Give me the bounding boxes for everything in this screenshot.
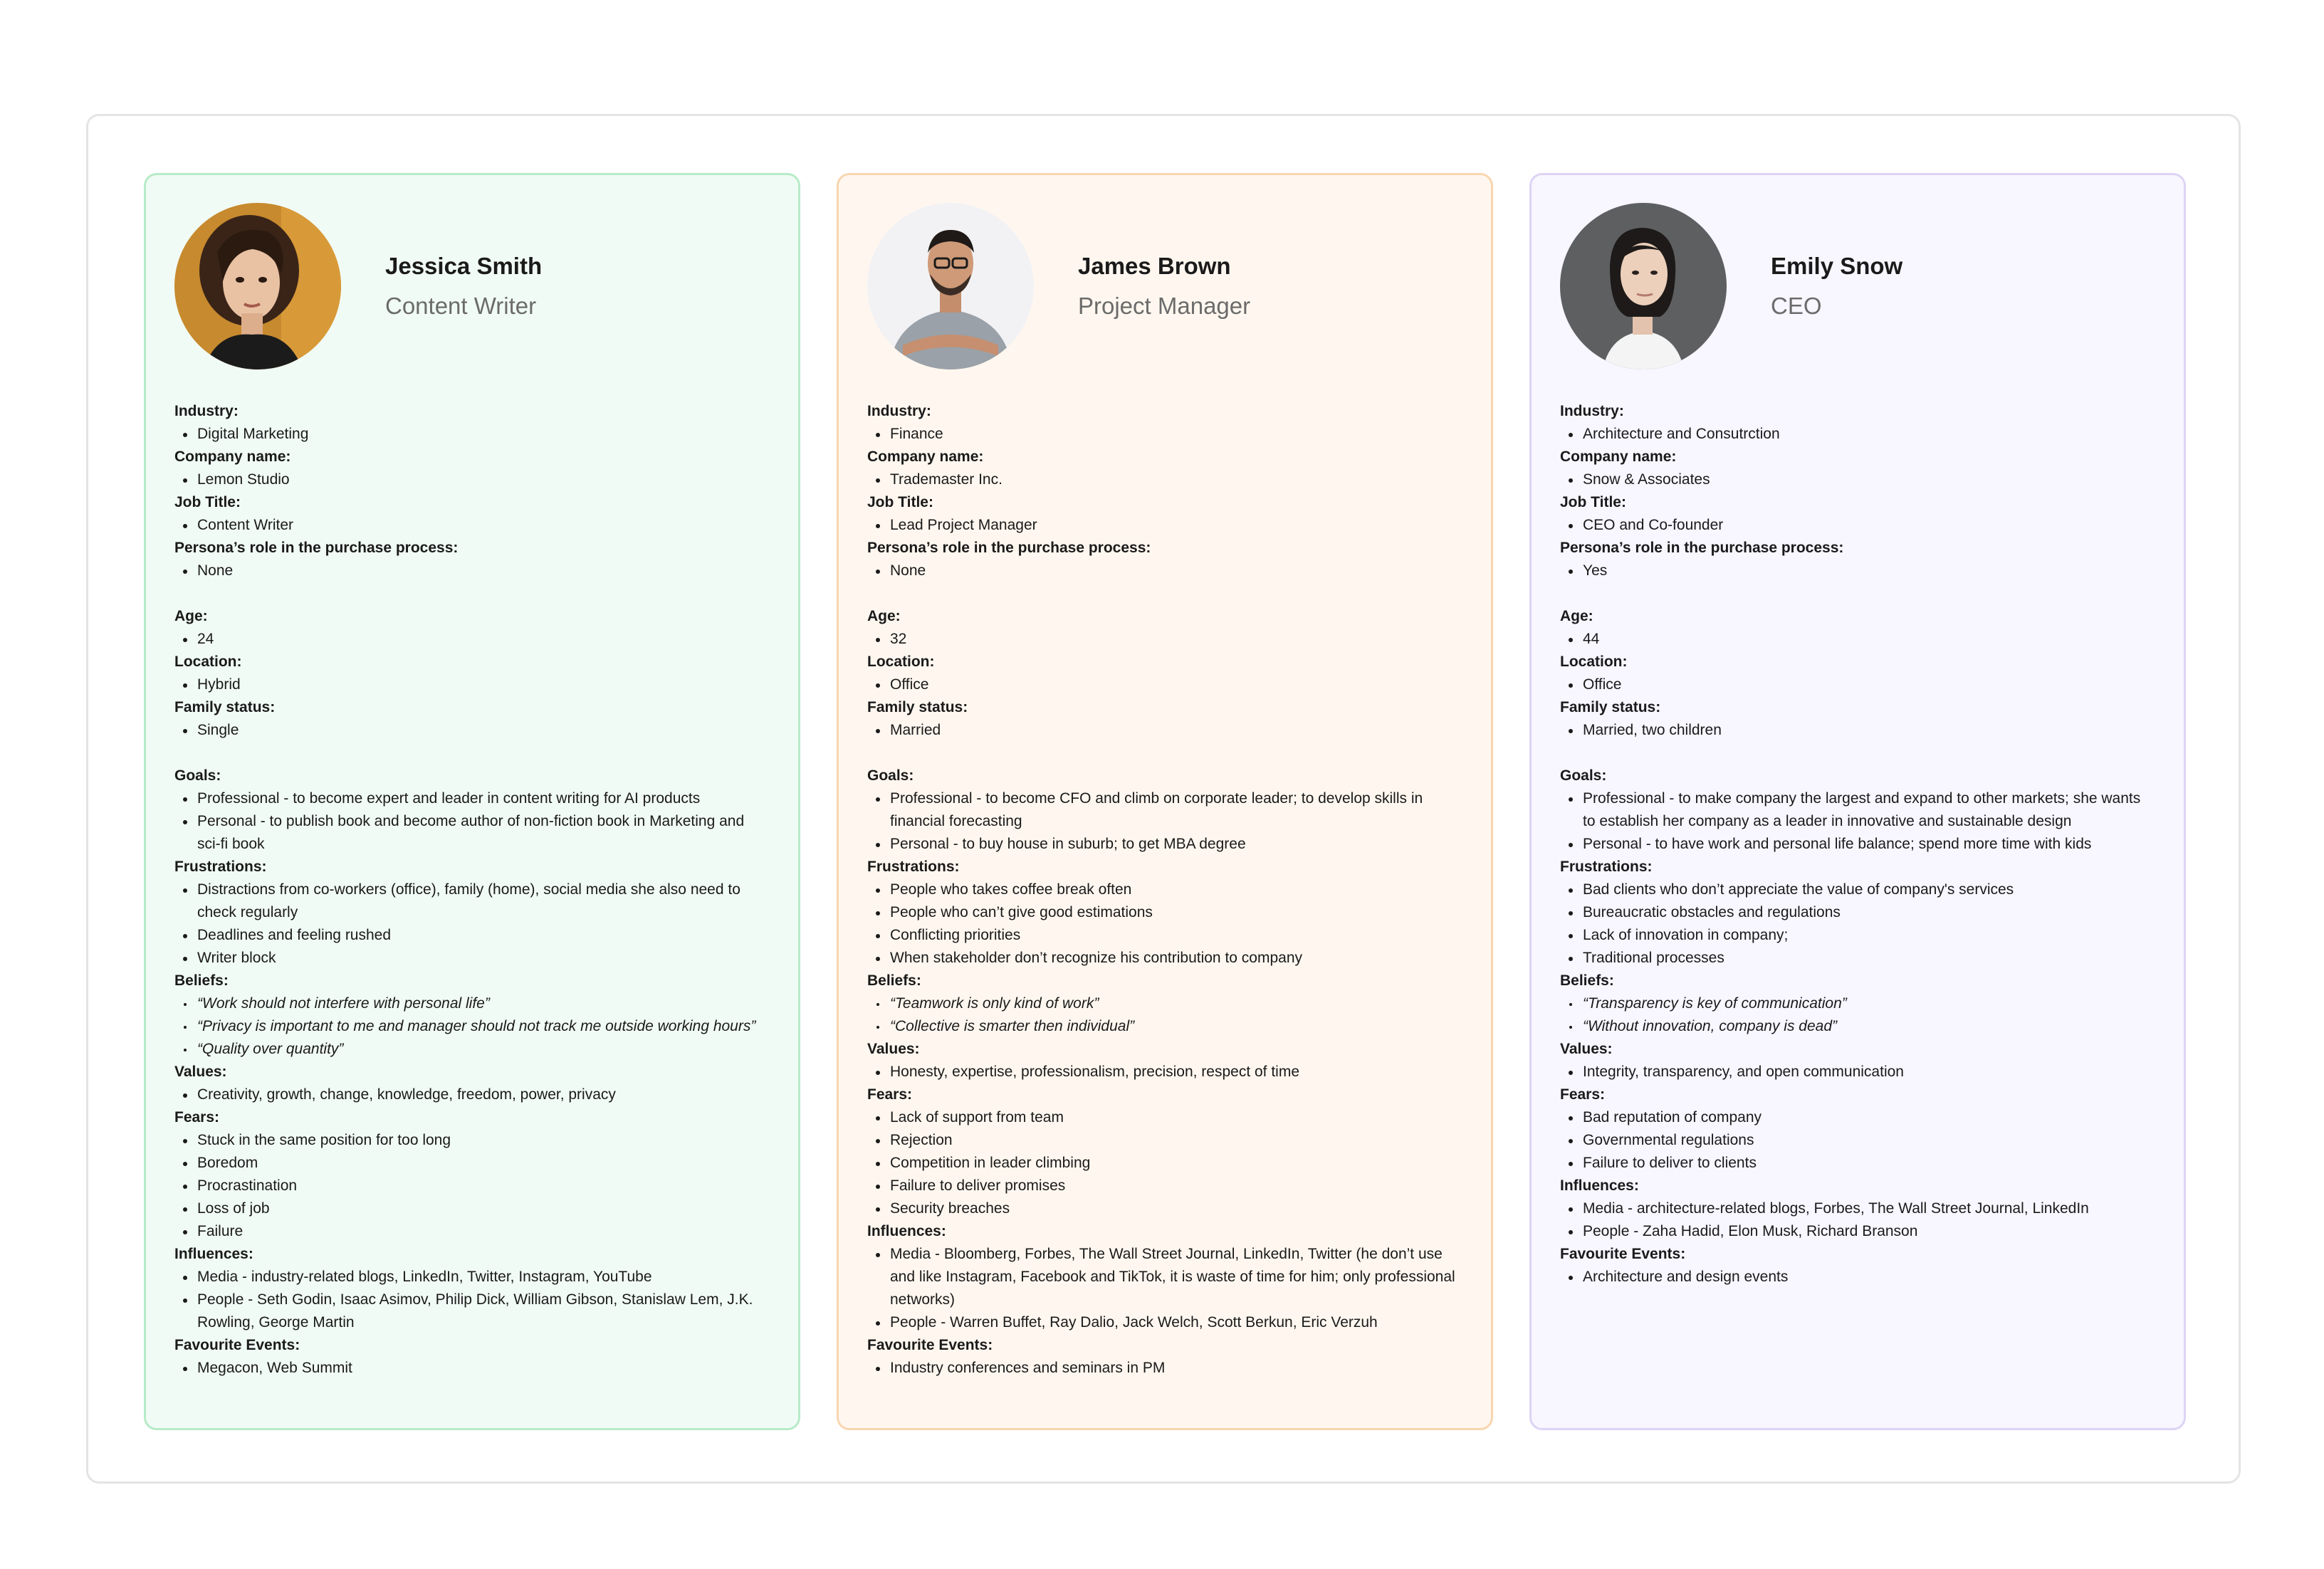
industry-label: Industry: (867, 403, 931, 419)
frustration-item: Conflicting priorities (867, 924, 1462, 947)
influence-item: Media - Bloomberg, Forbes, The Wall Street Journal, LinkedIn, Twitter (he don’t use and like Instagram, Facebook and TikTok, it is waste of time for him; only professional networks) (867, 1243, 1462, 1311)
frustration-item: Deadlines and feeling rushed (174, 924, 770, 947)
frustration-item: Lack of innovation in company; (1560, 924, 2155, 947)
values-item: Honesty, expertise, professionalism, precision, respect of time (867, 1061, 1462, 1083)
persona-role: CEO (1771, 293, 1822, 319)
frustration-item: Writer block (174, 947, 770, 970)
belief-item: “Privacy is important to me and manager should not track me outside working hours” (174, 1015, 770, 1038)
persona-board (86, 114, 2241, 1484)
family-status-label: Family status: (174, 699, 276, 715)
frustration-item: People who takes coffee break often (867, 878, 1462, 901)
age-item: 44 (1560, 628, 2155, 651)
fear-item: Governmental regulations (1560, 1129, 2155, 1152)
belief-item: “Transparency is key of communication” (1560, 992, 2155, 1015)
persona-role: Content Writer (385, 293, 537, 319)
frustration-item: Traditional processes (1560, 947, 2155, 970)
industry-label: Industry: (1560, 403, 1624, 419)
persona-role: Project Manager (1078, 293, 1251, 319)
persona-card-james-brown (837, 173, 1493, 1430)
persona-name: Jessica Smith (385, 253, 543, 279)
purchase-role-item: None (867, 560, 1462, 582)
fear-item: Bad reputation of company (1560, 1106, 2155, 1129)
fears-label: Fears: (1560, 1086, 1606, 1103)
purchase-role-item: None (174, 560, 770, 582)
influences-label: Influences: (1560, 1177, 1639, 1194)
goal-item: Professional - to become expert and leader in content writing for AI products (174, 787, 770, 810)
event-item: Industry conferences and seminars in PM (867, 1357, 1462, 1380)
event-item: Megacon, Web Summit (174, 1357, 770, 1380)
age-label: Age: (1560, 608, 1593, 624)
persona-header (867, 202, 1462, 370)
beliefs-label: Beliefs: (1560, 972, 1614, 989)
industry-item: Architecture and Consutrction (1560, 423, 2155, 446)
industry-label: Industry: (174, 403, 239, 419)
belief-item: “Quality over quantity” (174, 1038, 770, 1061)
values-label: Values: (174, 1064, 227, 1080)
location-item: Hybrid (174, 673, 770, 696)
goal-item: Personal - to publish book and become author of non-fiction book in Marketing and sci-fi book (174, 810, 770, 856)
fear-item: Security breaches (867, 1197, 1462, 1220)
values-item: Integrity, transparency, and open communication (1560, 1061, 2155, 1083)
persona-details (867, 400, 1462, 1380)
company-item: Lemon Studio (174, 468, 770, 491)
beliefs-label: Beliefs: (174, 972, 229, 989)
values-label: Values: (867, 1041, 920, 1057)
avatar-photo-jessica (174, 203, 341, 369)
influence-item: People - Zaha Hadid, Elon Musk, Richard Branson (1560, 1220, 2155, 1243)
family-status-item: Single (174, 719, 770, 742)
persona-details (174, 400, 770, 1380)
company-label: Company name: (867, 448, 984, 465)
avatar (174, 203, 341, 369)
frustration-item: Bad clients who don’t appreciate the value of company's services (1560, 878, 2155, 901)
family-status-label: Family status: (867, 699, 968, 715)
fear-item: Lack of support from team (867, 1106, 1462, 1129)
persona-header (174, 202, 770, 370)
location-label: Location: (1560, 654, 1628, 670)
age-item: 32 (867, 628, 1462, 651)
favourite-events-label: Favourite Events: (174, 1337, 300, 1353)
fear-item: Procrastination (174, 1175, 770, 1197)
goal-item: Personal - to have work and personal life balance; spend more time with kids (1560, 833, 2155, 856)
avatar (867, 203, 1034, 369)
goals-label: Goals: (1560, 767, 1607, 784)
age-label: Age: (174, 608, 208, 624)
frustrations-label: Frustrations: (1560, 859, 1653, 875)
persona-header (1560, 202, 2155, 370)
favourite-events-label: Favourite Events: (1560, 1246, 1686, 1262)
location-item: Office (867, 673, 1462, 696)
age-label: Age: (867, 608, 901, 624)
company-item: Snow & Associates (1560, 468, 2155, 491)
fear-item: Failure to deliver promises (867, 1175, 1462, 1197)
company-label: Company name: (1560, 448, 1677, 465)
persona-details (1560, 400, 2155, 1289)
frustration-item: Bureaucratic obstacles and regulations (1560, 901, 2155, 924)
location-label: Location: (174, 654, 242, 670)
influence-item: People - Warren Buffet, Ray Dalio, Jack Welch, Scott Berkun, Eric Verzuh (867, 1311, 1462, 1334)
job-title-label: Job Title: (1560, 494, 1626, 510)
influence-item: Media - industry-related blogs, LinkedIn, Twitter, Instagram, YouTube (174, 1266, 770, 1289)
location-label: Location: (867, 654, 935, 670)
fear-item: Competition in leader climbing (867, 1152, 1462, 1175)
frustration-item: When stakeholder don’t recognize his contribution to company (867, 947, 1462, 970)
influences-label: Influences: (867, 1223, 946, 1239)
company-label: Company name: (174, 448, 291, 465)
purchase-role-item: Yes (1560, 560, 2155, 582)
job-title-item: Lead Project Manager (867, 514, 1462, 537)
goal-item: Professional - to make company the largest and expand to other markets; she wants to establish her company as a leader in innovative and sustainable design (1560, 787, 2155, 833)
belief-item: “Collective is smarter then individual” (867, 1015, 1462, 1038)
industry-item: Finance (867, 423, 1462, 446)
fear-item: Rejection (867, 1129, 1462, 1152)
avatar-photo-emily (1560, 203, 1727, 369)
fear-item: Stuck in the same position for too long (174, 1129, 770, 1152)
goal-item: Personal - to buy house in suburb; to get MBA degree (867, 833, 1462, 856)
goals-label: Goals: (867, 767, 914, 784)
belief-item: “Teamwork is only kind of work” (867, 992, 1462, 1015)
persona-card-emily-snow (1529, 173, 2186, 1430)
avatar (1560, 203, 1727, 369)
family-status-item: Married, two children (1560, 719, 2155, 742)
fear-item: Boredom (174, 1152, 770, 1175)
persona-card-jessica-smith (144, 173, 800, 1430)
favourite-events-label: Favourite Events: (867, 1337, 993, 1353)
frustration-item: Distractions from co-workers (office), family (home), social media she also need to check regularly (174, 878, 770, 924)
age-item: 24 (174, 628, 770, 651)
fear-item: Failure (174, 1220, 770, 1243)
influence-item: Media - architecture-related blogs, Forbes, The Wall Street Journal, LinkedIn (1560, 1197, 2155, 1220)
industry-item: Digital Marketing (174, 423, 770, 446)
values-item: Creativity, growth, change, knowledge, freedom, power, privacy (174, 1083, 770, 1106)
persona-name: James Brown (1078, 253, 1231, 279)
job-title-label: Job Title: (867, 494, 933, 510)
influences-label: Influences: (174, 1246, 253, 1262)
event-item: Architecture and design events (1560, 1266, 2155, 1289)
frustrations-label: Frustrations: (174, 859, 267, 875)
frustration-item: People who can’t give good estimations (867, 901, 1462, 924)
purchase-role-label: Persona’s role in the purchase process: (1560, 540, 1844, 556)
location-item: Office (1560, 673, 2155, 696)
avatar-photo-james (867, 203, 1034, 369)
fears-label: Fears: (174, 1109, 220, 1125)
frustrations-label: Frustrations: (867, 859, 960, 875)
belief-item: “Work should not interfere with personal life” (174, 992, 770, 1015)
goals-label: Goals: (174, 767, 221, 784)
belief-item: “Without innovation, company is dead” (1560, 1015, 2155, 1038)
goal-item: Professional - to become CFO and climb on corporate leader; to develop skills in financial forecasting (867, 787, 1462, 833)
fear-item: Failure to deliver to clients (1560, 1152, 2155, 1175)
fear-item: Loss of job (174, 1197, 770, 1220)
purchase-role-label: Persona’s role in the purchase process: (174, 540, 459, 556)
influence-item: People - Seth Godin, Isaac Asimov, Philip Dick, William Gibson, Stanislaw Lem, J.K. Rowling, George Martin (174, 1289, 770, 1334)
purchase-role-label: Persona’s role in the purchase process: (867, 540, 1151, 556)
job-title-item: CEO and Co-founder (1560, 514, 2155, 537)
family-status-label: Family status: (1560, 699, 1661, 715)
job-title-item: Content Writer (174, 514, 770, 537)
fears-label: Fears: (867, 1086, 913, 1103)
company-item: Trademaster Inc. (867, 468, 1462, 491)
job-title-label: Job Title: (174, 494, 241, 510)
family-status-item: Married (867, 719, 1462, 742)
beliefs-label: Beliefs: (867, 972, 921, 989)
values-label: Values: (1560, 1041, 1613, 1057)
persona-name: Emily Snow (1771, 253, 1903, 279)
